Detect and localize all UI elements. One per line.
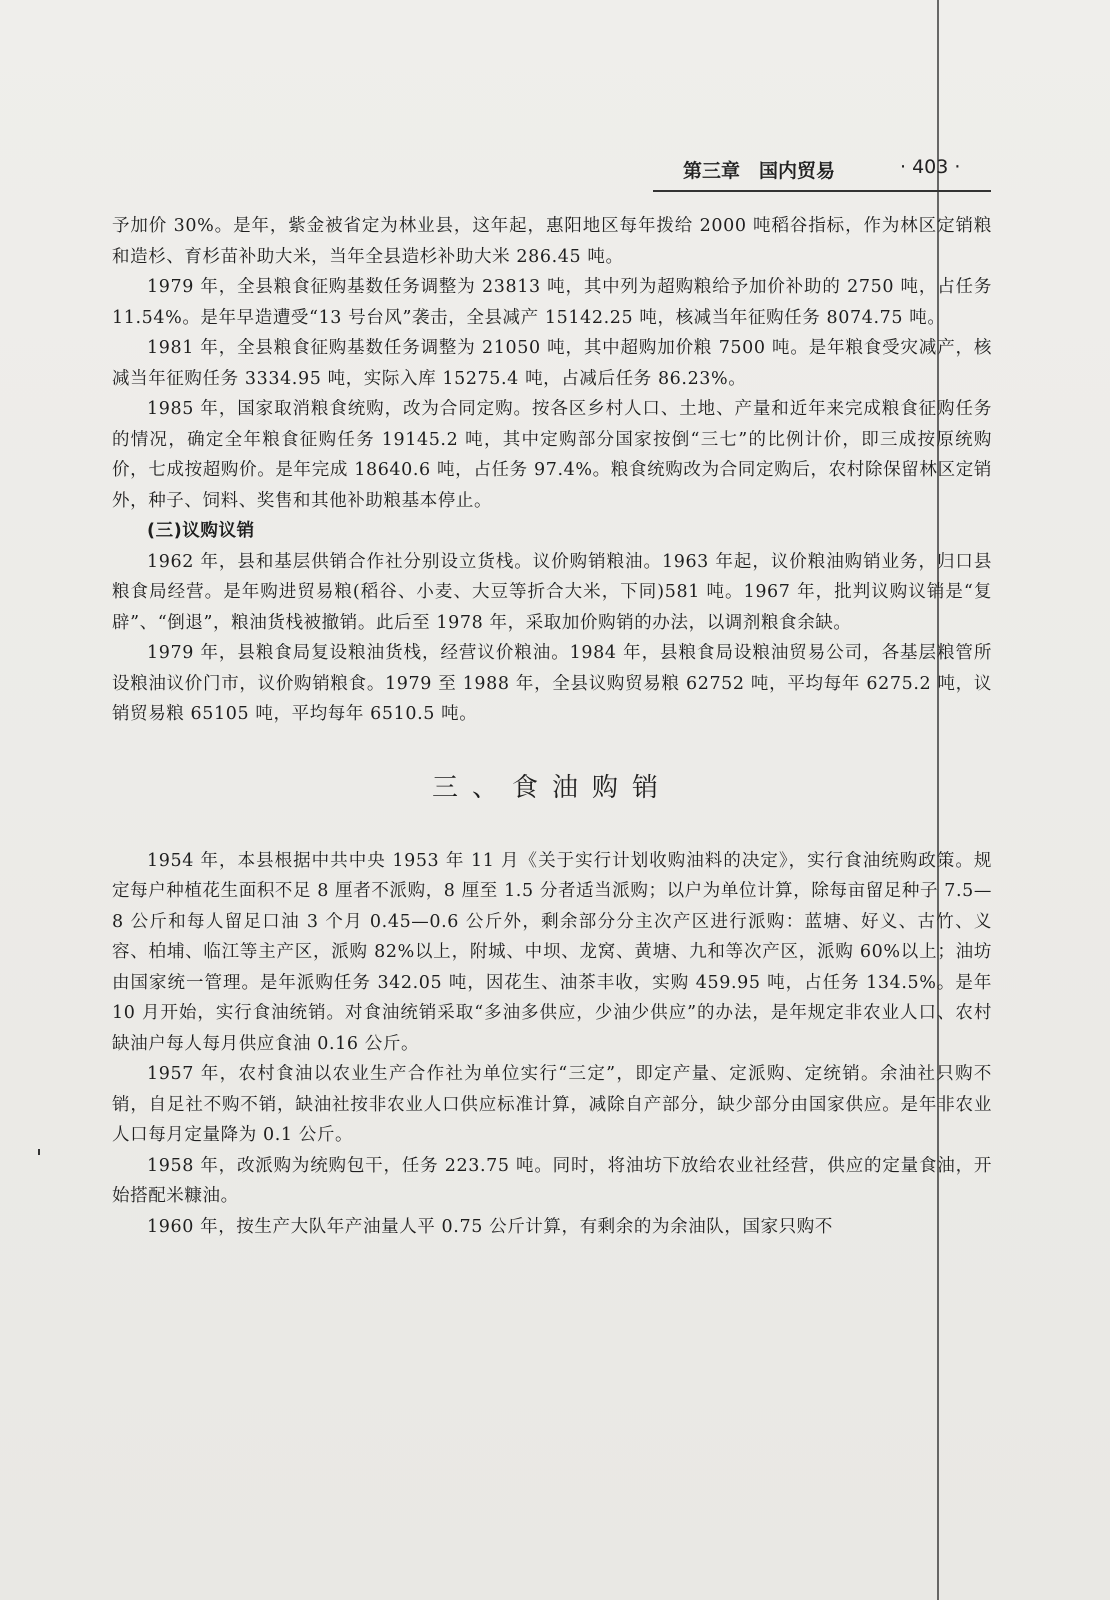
page-number: · 403 · [900,156,961,178]
chapter-title: 第三章 国内贸易 [683,160,836,182]
body-text [112,211,992,1242]
paragraph: 1985 年，国家取消粮食统购，改为合同定购。按各区乡村人口、土地、产量和近年来完成粮食征购任务的情况，确定全年粮食征购任务 19145.2 吨，其中定购部分国家按倒“三七”的比例计价，即三成按原统购价，七成按超购价。是年完成 18640.6 吨，占任务 97.4%。粮食统购改为合同定购后，农村除保留林区定销外，种子、饲料、奖售和其他补助粮基本停止。 [112,399,992,511]
scan-mark [38,1149,40,1155]
paragraph: 1979 年，全县粮食征购基数任务调整为 23813 吨，其中列为超购粮给予加价补助的 2750 吨，占任务 11.54%。是年早造遭受“13 号台风”袭击，全县减产 15142.25 吨，核减当年征购任务 8074.75 吨。 [112,277,992,328]
paragraph: 1960 年，按生产大队年产油量人平 0.75 公斤计算，有剩余的为余油队，国家只购不 [147,1216,833,1237]
paragraph: 1981 年，全县粮食征购基数任务调整为 21050 吨，其中超购加价粮 7500 吨。是年粮食受灾减产，核减当年征购任务 3334.95 吨，实际入库 15275.4 吨，占减后任务 86.23%。 [112,338,992,389]
paragraph: 1957 年，农村食油以农业生产合作社为单位实行“三定”，即定产量、定派购、定统销。余油社只购不销，自足社不购不销，缺油社按非农业人口供应标准计算，减除自产部分，缺少部分由国家供应。是年非农业人口每月定量降为 0.1 公斤。 [112,1064,992,1145]
paragraph: 1979 年，县粮食局复设粮油货栈，经营议价粮油。1984 年，县粮食局设粮油贸易公司，各基层粮管所设粮油议价门市，议价购销粮食。1979 至 1988 年，全县议购贸易粮 62752 吨，平均每年 6275.2 吨，议销贸易粮 65105 吨，平均每年 6510.5 吨。 [112,643,992,724]
subheading: (三)议购议销 [147,521,255,541]
paragraph: 1962 年，县和基层供销合作社分别设立货栈。议价购销粮油。1963 年起，议价粮油购销业务，归口县粮食局经营。是年购进贸易粮(稻谷、小麦、大豆等折合大米，下同)581 吨。1967 年，批判议购议销是“复辟”、“倒退”，粮油货栈被撤销。此后至 1978 年，采取加价购销的办法，以调剂粮食余缺。 [112,551,992,633]
paragraph: 1958 年，改派购为统购包干，任务 223.75 吨。同时，将油坊下放给农业社经营，供应的定量食油，开始搭配米糠油。 [112,1155,992,1206]
section-title: 三、食油购销 [431,772,672,803]
running-header [680,156,990,188]
paragraph: 1954 年，本县根据中共中央 1953 年 11 月《关于实行计划收购油料的决定》，实行食油统购政策。规定每户种植花生面积不足 8 厘者不派购，8 厘至 1.5 分者适当派购；以户为单位计算，除每亩留足种子 7.5—8 公斤和每人留足口油 3 个月 0.45—0.6 公斤外，剩余部分分主次产区进行派购：蓝塘、好义、古竹、义容、柏埔、临江等主产区，派购 82%以上，附城、中坝、龙窝、黄塘、九和等次产区，派购 60%以上；油坊由国家统一管理。是年派购任务 342.05 吨，因花生、油茶丰收，实购 459.95 吨，占任务 134.5%。是年 10 月开始，实行食油统销。对食油统销采取“多油多供应，少油少供应”的办法，是年规定非农业人口、农村缺油户每人每月供应食油 0.16 公斤。 [112,850,992,1054]
header-rule [653,190,991,192]
paragraph: 予加价 30%。是年，紫金被省定为林业县，这年起，惠阳地区每年拨给 2000 吨稻谷指标，作为林区定销粮和造杉、育杉苗补助大米，当年全县造杉补助大米 286.45 吨。 [112,216,992,267]
